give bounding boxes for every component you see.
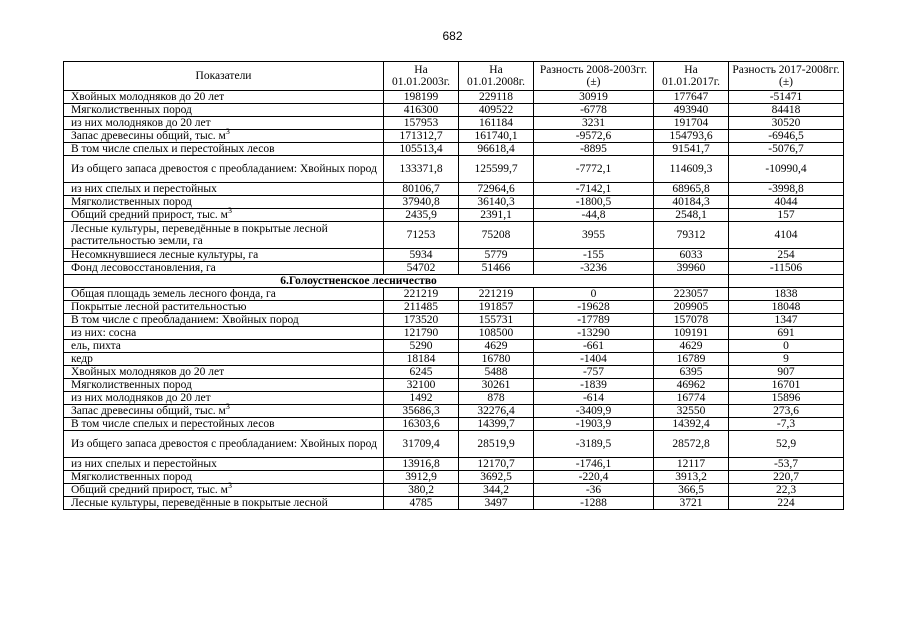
value-cell: 3497 — [459, 497, 534, 510]
table-row — [64, 405, 844, 418]
table-row — [64, 431, 844, 458]
table-row — [64, 340, 844, 353]
row-label-text: В том числе спелых и перестойных лесов — [71, 143, 275, 155]
value-cell: 13916,8 — [384, 458, 459, 471]
table-row — [64, 104, 844, 117]
value-cell: -6946,5 — [729, 130, 844, 143]
row-label — [64, 431, 384, 458]
value-cell: -53,7 — [729, 458, 844, 471]
unit-exponent: 3 — [225, 127, 230, 137]
row-label — [64, 402, 384, 418]
value-cell: 4785 — [384, 497, 459, 510]
value-cell: 1838 — [729, 288, 844, 301]
table-row — [64, 418, 844, 431]
table-row — [64, 484, 844, 497]
row-label-text: ель, пихта — [71, 340, 121, 352]
row-label-text: Мягколиственных пород — [71, 104, 192, 116]
row-label — [64, 104, 384, 117]
value-cell: 2435,9 — [384, 209, 459, 222]
value-cell: 691 — [729, 327, 844, 340]
row-label-text: Хвойных молодняков до 20 лет — [71, 91, 225, 103]
value-cell: 191704 — [654, 117, 729, 130]
value-cell: 409522 — [459, 104, 534, 117]
value-cell: -6778 — [534, 104, 654, 117]
row-label — [64, 183, 384, 196]
value-cell: -1404 — [534, 353, 654, 366]
value-cell: 46962 — [654, 379, 729, 392]
row-label — [64, 222, 384, 249]
row-label — [64, 481, 384, 497]
table-row — [64, 117, 844, 130]
row-label-text: Покрытые лесной растительностью — [71, 301, 247, 313]
table-row — [64, 209, 844, 222]
value-cell: 35686,3 — [384, 405, 459, 418]
row-label — [64, 249, 384, 262]
table-row — [64, 471, 844, 484]
row-label — [64, 262, 384, 275]
value-cell: 52,9 — [729, 431, 844, 458]
value-cell: 161740,1 — [459, 130, 534, 143]
row-label — [64, 301, 384, 314]
row-label-text: Общая площадь земель лесного фонда, га — [71, 288, 276, 300]
value-cell: -8895 — [534, 143, 654, 156]
value-cell: -5076,7 — [729, 143, 844, 156]
value-cell: 71253 — [384, 222, 459, 249]
value-cell: -1746,1 — [534, 458, 654, 471]
value-cell: -3189,5 — [534, 431, 654, 458]
value-cell: -19628 — [534, 301, 654, 314]
value-cell: 15896 — [729, 392, 844, 405]
row-label-text: кедр — [71, 353, 93, 365]
row-label-text: из них спелых и перестойных — [71, 183, 217, 195]
row-label-text: Фонд лесовосстановления, га — [71, 262, 216, 274]
row-label — [64, 379, 384, 392]
value-cell: 0 — [729, 340, 844, 353]
value-cell: 18048 — [729, 301, 844, 314]
value-cell: 6033 — [654, 249, 729, 262]
value-cell: 79312 — [654, 222, 729, 249]
value-cell: -661 — [534, 340, 654, 353]
row-label-text: Общий средний прирост, тыс. м — [71, 209, 228, 221]
table-row — [64, 288, 844, 301]
value-cell: 366,5 — [654, 484, 729, 497]
value-cell: -51471 — [729, 91, 844, 104]
row-label — [64, 314, 384, 327]
value-cell: 6245 — [384, 366, 459, 379]
value-cell: 91541,7 — [654, 143, 729, 156]
row-label — [64, 471, 384, 484]
value-cell: 133371,8 — [384, 156, 459, 183]
unit-exponent: 3 — [227, 206, 232, 216]
row-label-text: Мягколиственных пород — [71, 379, 192, 391]
table-row — [64, 353, 844, 366]
row-label-text: Лесные культуры, переведённые в покрытые лесной — [71, 497, 328, 509]
row-label-text: из них молодняков до 20 лет — [71, 392, 211, 404]
header-2008: На 01.01.2008г. — [459, 62, 534, 91]
value-cell: 84418 — [729, 104, 844, 117]
value-cell: 30520 — [729, 117, 844, 130]
table-row — [64, 392, 844, 405]
value-cell: 37940,8 — [384, 196, 459, 209]
row-label — [64, 196, 384, 209]
value-cell: 9 — [729, 353, 844, 366]
value-cell: 108500 — [459, 327, 534, 340]
row-label — [64, 497, 384, 510]
value-cell: 12117 — [654, 458, 729, 471]
row-label-text: из них: сосна — [71, 327, 137, 339]
value-cell: 72964,6 — [459, 183, 534, 196]
table-row — [64, 196, 844, 209]
value-cell: 3692,5 — [459, 471, 534, 484]
unit-exponent: 3 — [227, 481, 232, 491]
table-row — [64, 91, 844, 104]
row-label — [64, 392, 384, 405]
value-cell: 30261 — [459, 379, 534, 392]
table-row — [64, 249, 844, 262]
row-label-text: из них спелых и перестойных — [71, 458, 217, 470]
value-cell: 3231 — [534, 117, 654, 130]
value-cell: -10990,4 — [729, 156, 844, 183]
row-label-text: Лесные культуры, переведённые в покрытые лесной растительностью земли, га — [71, 223, 328, 247]
value-cell: 28572,8 — [654, 431, 729, 458]
unit-exponent: 3 — [225, 402, 230, 412]
value-cell: -1839 — [534, 379, 654, 392]
value-cell: -7142,1 — [534, 183, 654, 196]
table-row — [64, 222, 844, 249]
value-cell: 224 — [729, 497, 844, 510]
value-cell: 5290 — [384, 340, 459, 353]
forest-statistics-table — [63, 61, 844, 510]
table-row — [64, 497, 844, 510]
value-cell: 1492 — [384, 392, 459, 405]
value-cell: 105513,4 — [384, 143, 459, 156]
row-label — [64, 353, 384, 366]
value-cell: 173520 — [384, 314, 459, 327]
header-indicators: Показатели — [64, 62, 384, 91]
value-cell: 229118 — [459, 91, 534, 104]
value-cell: 54702 — [384, 262, 459, 275]
value-cell: 0 — [534, 288, 654, 301]
value-cell: -3409,9 — [534, 405, 654, 418]
value-cell: 39960 — [654, 262, 729, 275]
table-row — [64, 366, 844, 379]
value-cell: 3721 — [654, 497, 729, 510]
value-cell: -7,3 — [729, 418, 844, 431]
page-number: 682 — [442, 29, 463, 43]
value-cell: 223057 — [654, 288, 729, 301]
value-cell: 16780 — [459, 353, 534, 366]
row-label-text: Запас древесины общий, тыс. м — [71, 130, 226, 142]
value-cell: 96618,4 — [459, 143, 534, 156]
value-cell: -7772,1 — [534, 156, 654, 183]
value-cell: 4629 — [654, 340, 729, 353]
value-cell: 18184 — [384, 353, 459, 366]
value-cell: 40184,3 — [654, 196, 729, 209]
row-label — [64, 143, 384, 156]
value-cell: 32550 — [654, 405, 729, 418]
table-row — [64, 301, 844, 314]
value-cell: 5934 — [384, 249, 459, 262]
value-cell: 14392,4 — [654, 418, 729, 431]
row-label — [64, 127, 384, 143]
row-label-text: Из общего запаса древостоя с преобладанием: Хвойных пород — [71, 438, 377, 450]
row-label-text: Хвойных молодняков до 20 лет — [71, 366, 225, 378]
value-cell: 4629 — [459, 340, 534, 353]
value-cell: 191857 — [459, 301, 534, 314]
section-row — [64, 275, 844, 288]
row-label-text: из них молодняков до 20 лет — [71, 117, 211, 129]
row-label-text: Запас древесины общий, тыс. м — [71, 405, 226, 417]
row-label — [64, 458, 384, 471]
value-cell: 221219 — [384, 288, 459, 301]
value-cell: 16701 — [729, 379, 844, 392]
value-cell: 154793,6 — [654, 130, 729, 143]
value-cell: 220,7 — [729, 471, 844, 484]
value-cell: 75208 — [459, 222, 534, 249]
value-cell: 344,2 — [459, 484, 534, 497]
value-cell: 14399,7 — [459, 418, 534, 431]
header-diff-2017-2008: Разность 2017-2008гг. (±) — [729, 62, 844, 91]
value-cell: 28519,9 — [459, 431, 534, 458]
row-label — [64, 117, 384, 130]
value-cell: 3955 — [534, 222, 654, 249]
value-cell: -3236 — [534, 262, 654, 275]
row-label — [64, 340, 384, 353]
value-cell: -17789 — [534, 314, 654, 327]
value-cell: 30919 — [534, 91, 654, 104]
value-cell: 198199 — [384, 91, 459, 104]
value-cell: 273,6 — [729, 405, 844, 418]
row-label — [64, 156, 384, 183]
value-cell: 157078 — [654, 314, 729, 327]
value-cell: 80106,7 — [384, 183, 459, 196]
value-cell: 16789 — [654, 353, 729, 366]
value-cell: 171312,7 — [384, 130, 459, 143]
value-cell: -3998,8 — [729, 183, 844, 196]
header-2003: На 01.01.2003г. — [384, 62, 459, 91]
value-cell: 6395 — [654, 366, 729, 379]
row-label — [64, 288, 384, 301]
value-cell: 221219 — [459, 288, 534, 301]
row-label-text: В том числе спелых и перестойных лесов — [71, 418, 275, 430]
section-empty-cell — [654, 275, 729, 288]
row-label-text: Из общего запаса древостоя с преобладанием: Хвойных пород — [71, 163, 377, 175]
row-label — [64, 206, 384, 222]
value-cell: -1800,5 — [534, 196, 654, 209]
value-cell: 4044 — [729, 196, 844, 209]
value-cell: 32276,4 — [459, 405, 534, 418]
value-cell: -9572,6 — [534, 130, 654, 143]
value-cell: 5779 — [459, 249, 534, 262]
value-cell: 211485 — [384, 301, 459, 314]
table-row — [64, 183, 844, 196]
value-cell: 254 — [729, 249, 844, 262]
value-cell: 1347 — [729, 314, 844, 327]
value-cell: 22,3 — [729, 484, 844, 497]
table-row — [64, 262, 844, 275]
value-cell: -155 — [534, 249, 654, 262]
value-cell: -13290 — [534, 327, 654, 340]
value-cell: 157 — [729, 209, 844, 222]
value-cell: 12170,7 — [459, 458, 534, 471]
value-cell: 209905 — [654, 301, 729, 314]
value-cell: -36 — [534, 484, 654, 497]
value-cell: 157953 — [384, 117, 459, 130]
value-cell: 68965,8 — [654, 183, 729, 196]
row-label-text: В том числе с преобладанием: Хвойных пород — [71, 314, 299, 326]
value-cell: -614 — [534, 392, 654, 405]
row-label-text: Общий средний прирост, тыс. м — [71, 484, 228, 496]
value-cell: 4104 — [729, 222, 844, 249]
row-label — [64, 91, 384, 104]
value-cell: 380,2 — [384, 484, 459, 497]
value-cell: 36140,3 — [459, 196, 534, 209]
value-cell: 161184 — [459, 117, 534, 130]
row-label-text: Несомкнувшиеся лесные культуры, га — [71, 249, 259, 261]
value-cell: 5488 — [459, 366, 534, 379]
table-row — [64, 156, 844, 183]
value-cell: 878 — [459, 392, 534, 405]
value-cell: -220,4 — [534, 471, 654, 484]
value-cell: -1288 — [534, 497, 654, 510]
value-cell: 3912,9 — [384, 471, 459, 484]
value-cell: 16303,6 — [384, 418, 459, 431]
value-cell: 51466 — [459, 262, 534, 275]
value-cell: 155731 — [459, 314, 534, 327]
section-title: 6.Голоустненское лесничество — [64, 275, 654, 288]
value-cell: 121790 — [384, 327, 459, 340]
value-cell: 114609,3 — [654, 156, 729, 183]
value-cell: 177647 — [654, 91, 729, 104]
value-cell: 31709,4 — [384, 431, 459, 458]
value-cell: 2391,1 — [459, 209, 534, 222]
row-label-text: Мягколиственных пород — [71, 196, 192, 208]
value-cell: 907 — [729, 366, 844, 379]
row-label — [64, 366, 384, 379]
section-empty-cell — [729, 275, 844, 288]
row-label — [64, 418, 384, 431]
value-cell: 416300 — [384, 104, 459, 117]
value-cell: 32100 — [384, 379, 459, 392]
table-row — [64, 379, 844, 392]
value-cell: 16774 — [654, 392, 729, 405]
value-cell: -11506 — [729, 262, 844, 275]
value-cell: 3913,2 — [654, 471, 729, 484]
value-cell: -757 — [534, 366, 654, 379]
header-diff-2008-2003: Разность 2008-2003гг. (±) — [534, 62, 654, 91]
table-body — [64, 91, 844, 510]
header-2017: На 01.01.2017г. — [654, 62, 729, 91]
row-label-text: Мягколиственных пород — [71, 471, 192, 483]
table-row — [64, 130, 844, 143]
table-row — [64, 314, 844, 327]
value-cell: 493940 — [654, 104, 729, 117]
table-row — [64, 458, 844, 471]
value-cell: 2548,1 — [654, 209, 729, 222]
table-row — [64, 327, 844, 340]
value-cell: -44,8 — [534, 209, 654, 222]
table-row — [64, 143, 844, 156]
table-header-row — [64, 62, 844, 91]
value-cell: 109191 — [654, 327, 729, 340]
value-cell: 125599,7 — [459, 156, 534, 183]
value-cell: -1903,9 — [534, 418, 654, 431]
row-label — [64, 327, 384, 340]
